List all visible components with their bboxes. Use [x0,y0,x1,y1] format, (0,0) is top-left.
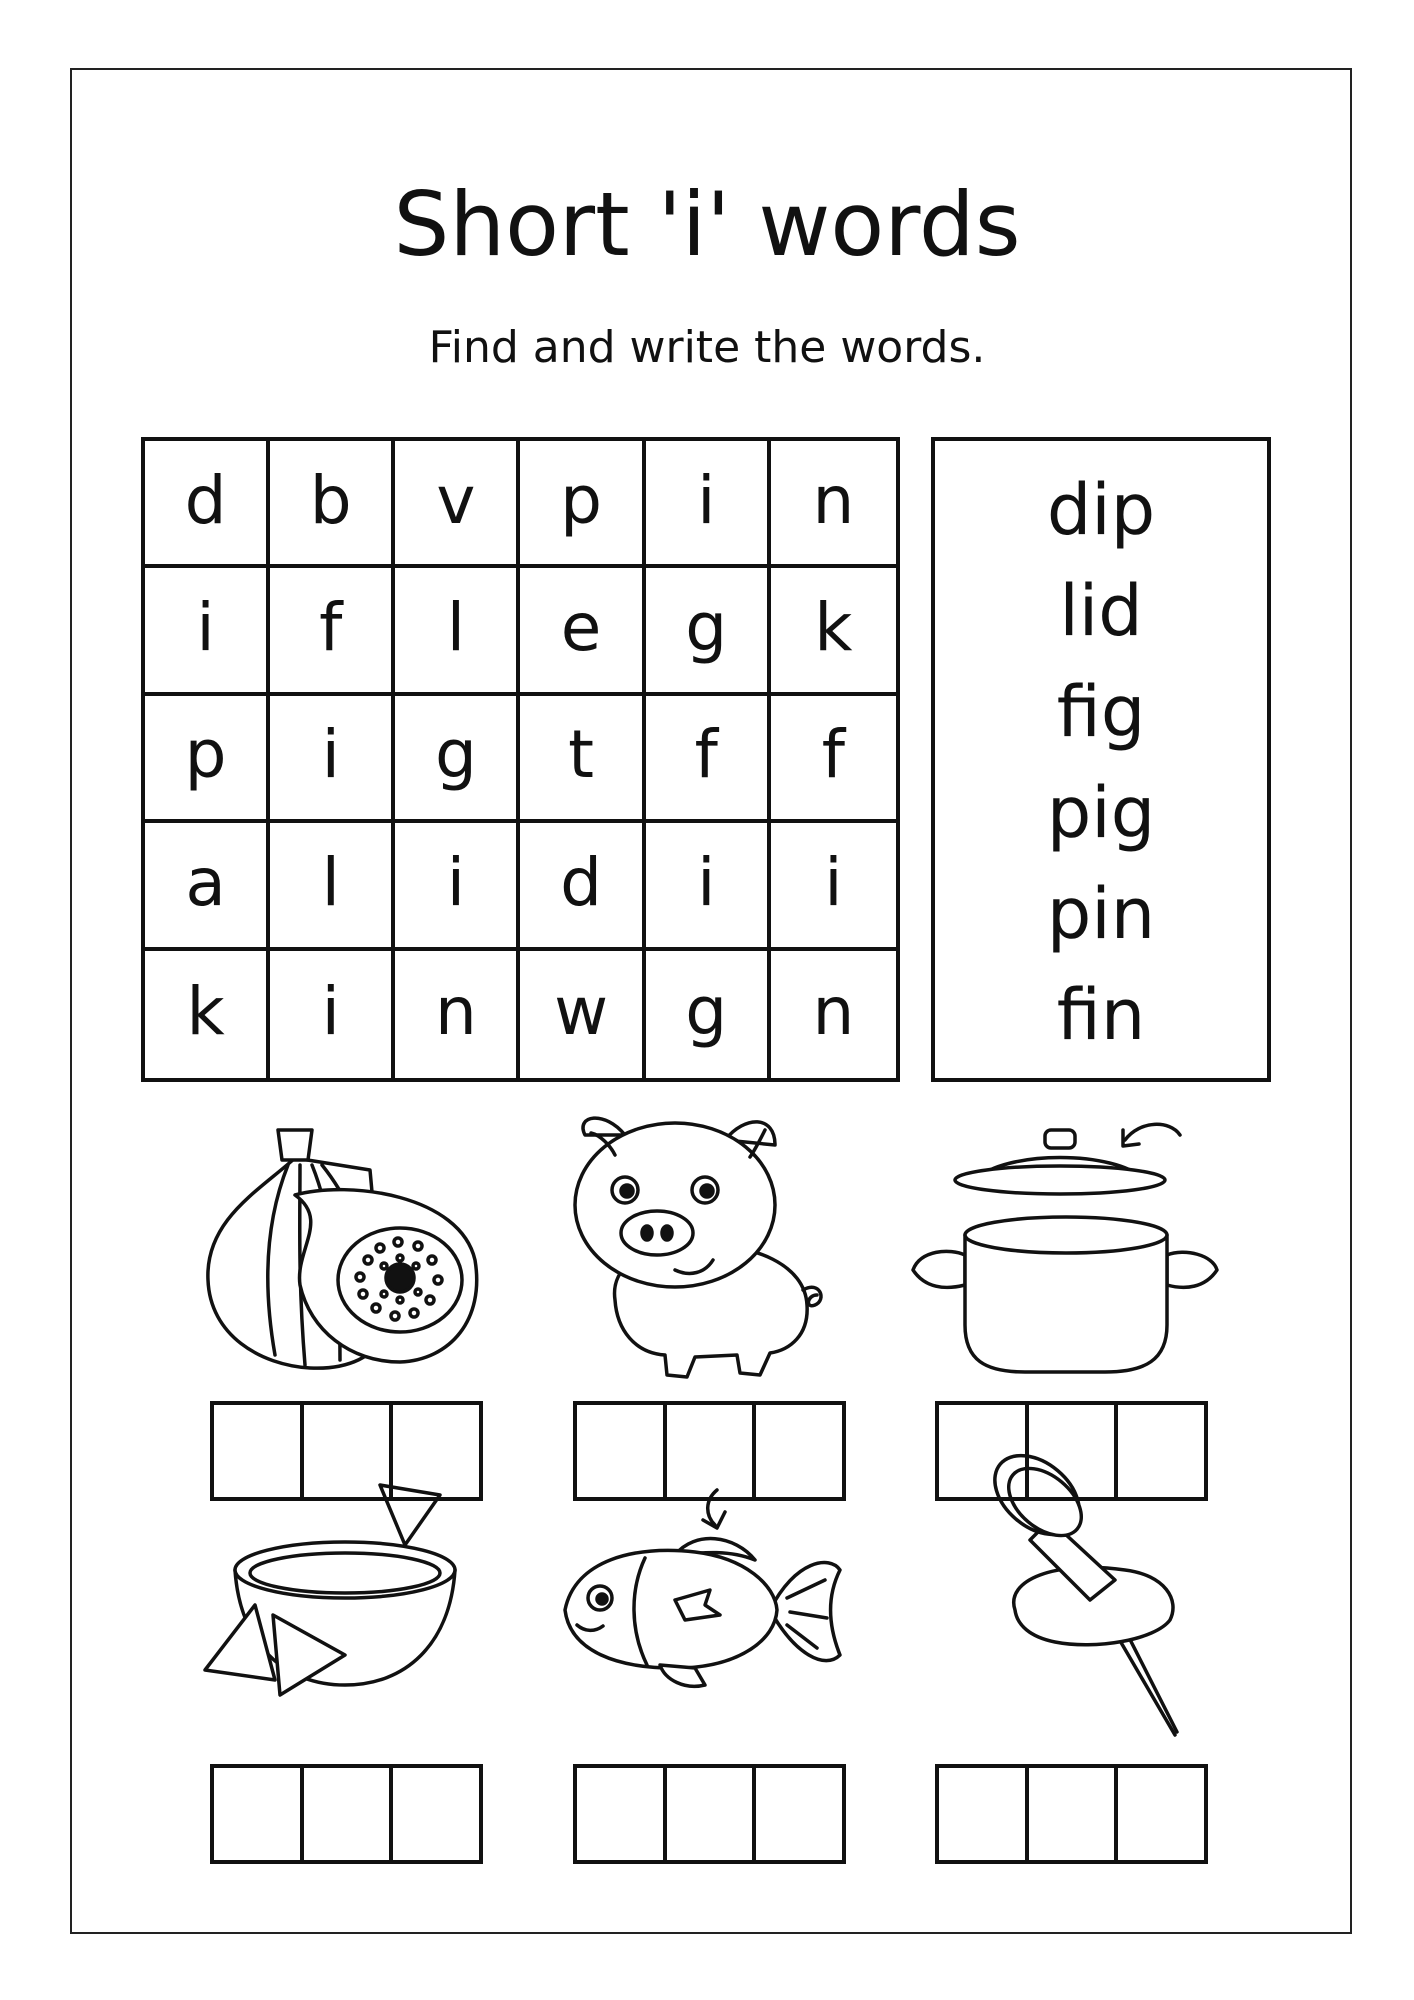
letter-box[interactable] [756,1768,842,1860]
fig-icon [200,1110,500,1390]
word-bank [931,437,1271,1082]
grid-cell[interactable]: a [145,823,270,950]
grid-cell[interactable]: l [270,823,395,950]
grid-cell[interactable]: i [646,441,771,568]
answer-boxes-fig [210,1401,483,1501]
grid-cell[interactable]: k [145,951,270,1078]
letter-box[interactable] [756,1405,842,1497]
letter-box[interactable] [939,1405,1029,1497]
grid-cell[interactable]: g [646,951,771,1078]
grid-cell[interactable]: p [520,441,645,568]
letter-box[interactable] [667,1768,757,1860]
grid-cell[interactable]: v [395,441,520,568]
letter-box[interactable] [304,1405,394,1497]
grid-cell[interactable]: n [395,951,520,1078]
answer-boxes-lid [935,1401,1208,1501]
letter-box[interactable] [1029,1405,1119,1497]
grid-cell[interactable]: i [270,951,395,1078]
grid-cell[interactable]: f [270,568,395,695]
grid-cell[interactable]: t [520,696,645,823]
grid-cell[interactable]: w [520,951,645,1078]
pot-lid-icon [905,1110,1225,1390]
letter-box[interactable] [1029,1768,1119,1860]
grid-cell[interactable]: b [270,441,395,568]
dip-bowl-icon [195,1465,495,1705]
letter-box[interactable] [393,1768,479,1860]
grid-cell[interactable]: g [395,696,520,823]
grid-cell[interactable]: f [646,696,771,823]
answer-boxes-pig [573,1401,846,1501]
grid-cell[interactable]: e [520,568,645,695]
grid-cell[interactable]: i [145,568,270,695]
letter-box[interactable] [667,1405,757,1497]
fish-fin-icon [555,1480,855,1720]
grid-cell[interactable]: f [771,696,896,823]
grid-cell[interactable]: d [145,441,270,568]
grid-cell[interactable]: i [771,823,896,950]
word-bank-item: pig [1046,771,1156,854]
grid-cell[interactable]: n [812,973,855,1051]
grid-cell[interactable]: n [771,441,896,568]
word-bank-item: dip [1046,468,1156,551]
word-bank-item: fig [1056,670,1146,753]
letter-box[interactable] [939,1768,1029,1860]
answer-boxes-dip [210,1764,483,1864]
letter-box[interactable] [304,1768,394,1860]
answer-boxes-fin [573,1764,846,1864]
word-search-grid [141,437,900,1082]
grid-cell[interactable]: p [145,696,270,823]
grid-cell[interactable]: l [395,568,520,695]
word-bank-item: fin [1056,973,1146,1056]
grid-cell[interactable]: i [395,823,520,950]
letter-box[interactable] [1118,1768,1204,1860]
word-bank-item: pin [1046,872,1156,955]
instruction-text: Find and write the words. [428,322,986,373]
word-bank-item: lid [1059,569,1143,652]
letter-box[interactable] [214,1405,304,1497]
grid-cell[interactable]: k [771,568,896,695]
letter-box[interactable] [393,1405,479,1497]
grid-cell[interactable]: i [646,823,771,950]
grid-cell[interactable]: d [520,823,645,950]
answer-boxes-pin [935,1764,1208,1864]
grid-cell[interactable]: i [270,696,395,823]
worksheet-title: Short 'i' words [393,173,1021,276]
letter-box[interactable] [577,1768,667,1860]
grid-cell[interactable]: g [646,568,771,695]
letter-box[interactable] [214,1768,304,1860]
letter-box[interactable] [1118,1405,1204,1497]
pig-icon [555,1105,845,1395]
letter-box[interactable] [577,1405,667,1497]
